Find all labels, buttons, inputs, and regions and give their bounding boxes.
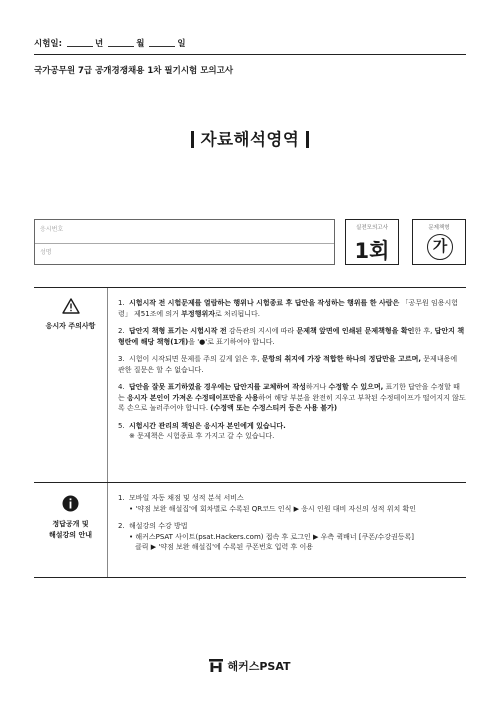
caution-item: [118, 326, 466, 347]
item-bold-text: 문항의 취지에 가장 적합한 하나의 정답만을 고르며,: [261, 355, 422, 363]
guide-item-bullet: • 해커스PSAT 사이트(psat.Hackers.com) 접속 후 로그인 ▶ 우측 퀵배너 [쿠폰/수강권등록]: [129, 532, 414, 541]
cautions-label-cell: [34, 288, 108, 482]
item-text: 시험이 시작되면 문제를 주의 깊게 읽은 후,: [129, 355, 260, 363]
month-unit: 월: [136, 39, 145, 49]
item-bold-text: 수정할 수 있으며,: [328, 383, 384, 391]
item-number: 5.: [118, 421, 125, 430]
item-text: 표기한 답안을 수정할 때는: [118, 383, 460, 402]
item-number: 3.: [118, 355, 125, 363]
warning-icon: [62, 298, 80, 314]
booklet-type-label: 문제책형: [428, 225, 450, 231]
month-blank: [108, 38, 134, 47]
item-bold-text: 시험시작 전 시험문제를 열람하는 행위나 시험종료 후 답안을 작성하는 행위를 한 사람은: [129, 299, 400, 307]
item-text: 한 후,: [414, 327, 433, 335]
hackers-logo-icon: [209, 659, 223, 672]
item-note: ※ 문제책은 시험종료 후 가지고 갈 수 있습니다.: [129, 432, 275, 440]
guide-label-line2: 해설강의 안내: [48, 531, 92, 539]
item-bold-text: 답안을 잘못 표기하였을 경우에는 답안지를 교체하여 작성: [129, 383, 306, 391]
candidate-number-label: 응시번호: [40, 226, 64, 233]
caution-item: [118, 382, 466, 414]
logo-text: 해커스PSAT: [227, 660, 291, 673]
booklet-type-value: 가: [427, 234, 453, 260]
item-bold-text: 응시자 본인이 가져온 수정테이프만을 사용: [127, 393, 259, 402]
info-icon: [62, 495, 79, 512]
exam-name: 국가공무원 7급 공개경쟁채용 1차 필기시험 모의고사: [34, 66, 234, 76]
title-bar-left: [191, 131, 194, 148]
exam-date-line: [34, 37, 186, 49]
cautions-section: [34, 288, 466, 482]
item-text: 「공무원 임용시험령」 제51조에 의거: [118, 299, 459, 318]
year-blank: [67, 38, 93, 47]
item-number: 4.: [118, 383, 125, 391]
guide-item-bullet: • '약점 보완 해설집'에 회차별로 수록된 QR코드 인식 ▶ 응시 인원 대비 자신의 성적 위치 확인: [129, 504, 417, 513]
publisher-logo: [0, 658, 500, 674]
day-blank: [149, 38, 175, 47]
item-bold-text: 답안지 책형 표기는 시험시작 전: [129, 327, 227, 335]
title-bar-right: [306, 131, 309, 148]
round-value: 1회: [354, 239, 390, 263]
item-number: 2.: [118, 522, 125, 530]
item-text: 하거나: [305, 383, 327, 391]
item-text: 을 '●'로 표기하여야 합니다.: [188, 337, 275, 346]
candidate-id-box: [34, 219, 335, 265]
guide-item-bullet-continued: 클릭 ▶ '약점 보완 해설집'에 수록된 쿠폰번호 입력 후 이용: [135, 543, 314, 551]
item-bold-text: 문제책 앞면에 인쇄된 문제책형을 확인: [296, 327, 415, 335]
item-text: 하여 해당 부분을 완전히 지우고 부착된 수정테이프가 떨어지지 않도록 손으로 눌러주어야 합니다.: [118, 393, 466, 412]
page-title: [0, 126, 500, 150]
booklet-type-box: [412, 219, 466, 265]
exam-date-label: 시험일:: [34, 39, 63, 49]
caution-item: [118, 354, 466, 375]
item-bold-text: 답안지 책형란에 해당 책형(1개): [118, 327, 465, 346]
title-text: 자료해석영역: [200, 130, 300, 149]
item-text: 감독관의 지시에 따라: [228, 327, 295, 335]
round-box: [345, 219, 399, 265]
item-bold-text: 부정행위자: [181, 309, 215, 318]
id-box-divider: [35, 243, 334, 244]
item-number: 1.: [118, 494, 125, 502]
caution-item: [118, 421, 466, 442]
guide-item: [118, 493, 466, 514]
guide-label-line1: 정답공개 및: [52, 520, 89, 528]
guide-item: [118, 521, 466, 553]
year-unit: 년: [95, 39, 104, 49]
round-label: 실전모의고사: [356, 225, 388, 231]
item-number: 1.: [118, 299, 125, 307]
guide-label-cell: [34, 483, 108, 577]
guide-list: [118, 493, 466, 560]
guide-section: [34, 483, 466, 577]
day-unit: 일: [177, 39, 186, 49]
header-rule: [34, 54, 466, 55]
guide-bottom-rule: [34, 577, 466, 578]
item-bold-text: 시험시간 관리의 책임은 응시자 본인에게 있습니다.: [129, 421, 286, 430]
cautions-label: 응시자 주의사항: [45, 322, 96, 330]
caution-item: [118, 298, 466, 319]
item-text: 로 처리됩니다.: [214, 309, 261, 318]
guide-item-title: 모바일 자동 채점 및 성적 분석 서비스: [129, 494, 244, 502]
item-number: 2.: [118, 327, 125, 335]
candidate-name-label: 성명: [40, 249, 52, 256]
guide-item-title: 해설강의 수강 방법: [129, 522, 188, 530]
cautions-list: [118, 298, 466, 449]
item-bold-text: (수정액 또는 수정스티커 등은 사용 불가): [210, 404, 338, 412]
item-text: 문제내용에 관한 질문은 할 수 없습니다.: [118, 355, 458, 374]
